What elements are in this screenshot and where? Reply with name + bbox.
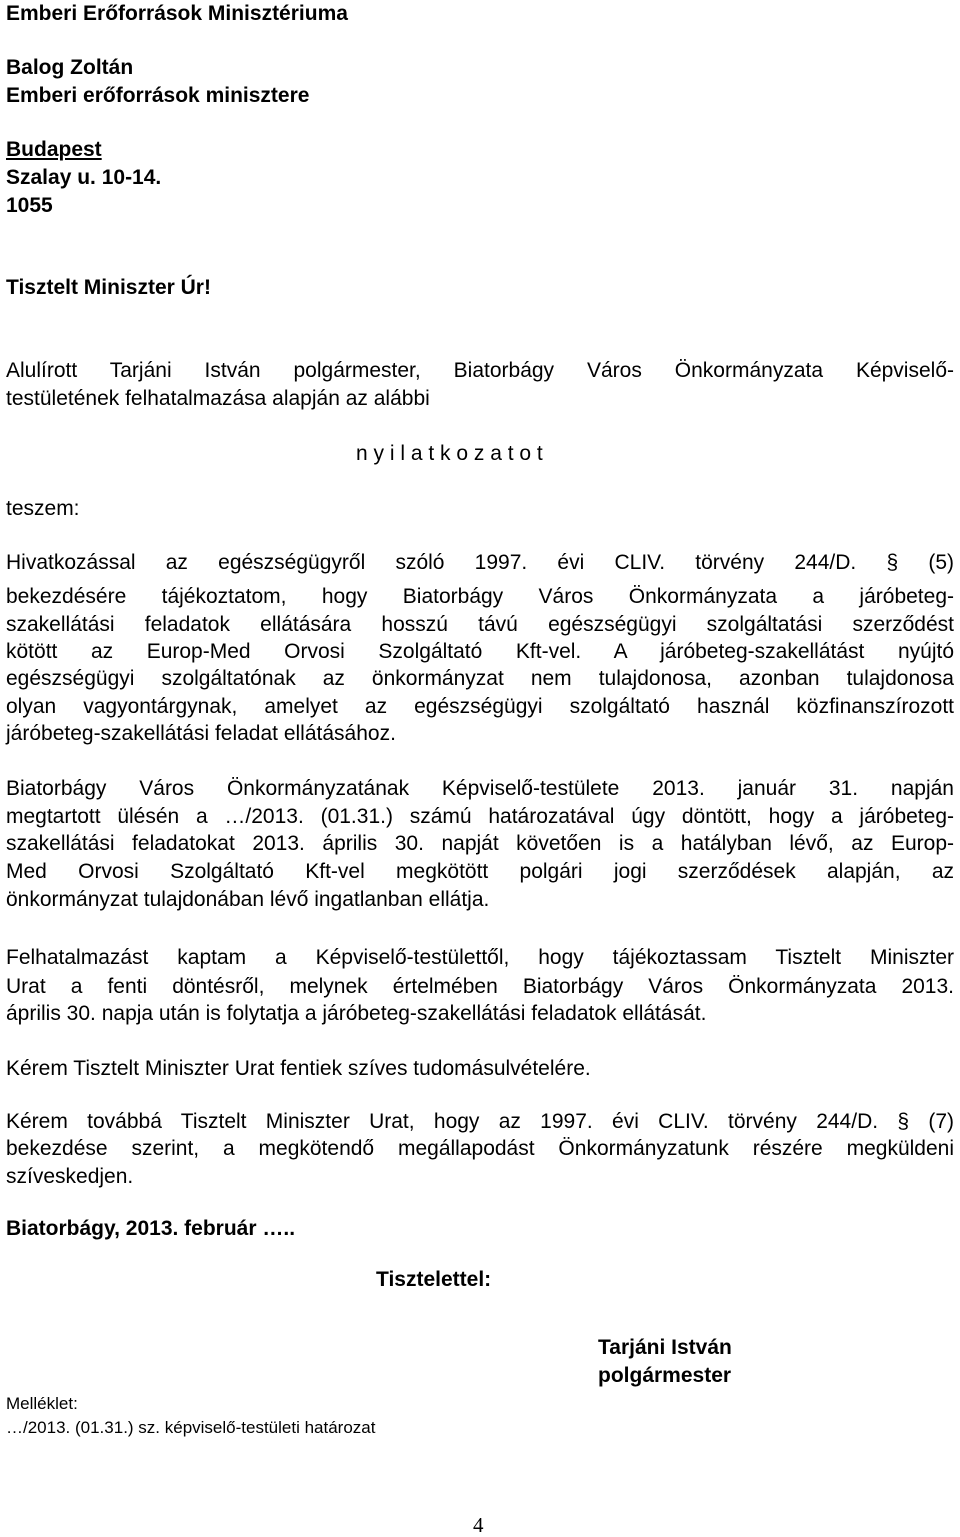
paragraph-line: bekezdésére tájékoztatom, hogy Biatorbágy Város Önkormányzata a járóbeteg- [6, 585, 954, 608]
signature-title: polgármester [598, 1364, 732, 1387]
place-date: Biatorbágy, 2013. február ….. [6, 1217, 296, 1240]
paragraph-line: kötött az Europ-Med Orvosi Szolgáltató Kft-vel. A járóbeteg-szakellátást nyújtó [6, 640, 954, 663]
closing: Tisztelettel: [376, 1268, 492, 1291]
paragraph-line: Felhatalmazást kaptam a Képviselő-testülettől, hogy tájékoztassam Tisztelt Miniszter [6, 946, 954, 969]
signature-name: Tarjáni István [598, 1336, 732, 1359]
attachment-item: …/2013. (01.31.) sz. képviselő-testületi határozat [6, 1418, 376, 1437]
paragraph-line: szakellátási feladatok ellátására hosszú távú egészségügyi szolgáltatási szerződést [6, 613, 954, 636]
paragraph-line: bekezdése szerint, a megkötendő megállapodást Önkormányzatunk részére megküldeni [6, 1137, 954, 1160]
address-street: Szalay u. 10-14. [6, 166, 162, 189]
paragraph-line: április 30. napja után is folytatja a járóbeteg-szakellátási feladatok ellátását. [6, 1002, 707, 1025]
page-number: 4 [473, 1513, 484, 1537]
paragraph-line: egészségügyi szolgáltatónak az önkormányzat nem tulajdonosa, azonban tulajdonosa [6, 667, 954, 690]
paragraph-line: olyan vagyontárgynak, amelyet az egészségügyi szolgáltató használ közfinanszírozott [6, 695, 954, 718]
paragraph-line: szakellátási feladatokat 2013. április 30. napját követően is a hatályban lévő, az Europ- [6, 832, 954, 855]
paragraph-line: megtartott ülésén a …/2013. (01.31.) számú határozatával úgy döntött, hogy a járóbeteg- [6, 805, 954, 828]
paragraph-line: Kérem továbbá Tisztelt Miniszter Urat, hogy az 1997. évi CLIV. törvény 244/D. § (7) [6, 1110, 954, 1133]
paragraph-line: önkormányzat tulajdonában lévő ingatlanban ellátja. [6, 888, 490, 911]
address-city: Budapest [6, 138, 102, 161]
recipient-title: Emberi erőforrások minisztere [6, 84, 310, 107]
salutation: Tisztelt Miniszter Úr! [6, 276, 211, 299]
ministry-name: Emberi Erőforrások Minisztériuma [6, 2, 348, 25]
address-postcode: 1055 [6, 194, 53, 217]
paragraph-line: Kérem Tisztelt Miniszter Urat fentiek szíves tudomásulvételére. [6, 1057, 591, 1080]
paragraph-line: Biatorbágy Város Önkormányzatának Képviselő-testülete 2013. január 31. napján [6, 777, 954, 800]
paragraph-line: szíveskedjen. [6, 1165, 134, 1188]
paragraph-line: járóbeteg-szakellátási feladat ellátásához. [6, 722, 396, 745]
paragraph-line: Hivatkozással az egészségügyről szóló 1997. évi CLIV. törvény 244/D. § (5) [6, 551, 954, 574]
intro-line: Alulírott Tarjáni István polgármester, Biatorbágy Város Önkormányzata Képviselő- [6, 359, 954, 382]
recipient-name: Balog Zoltán [6, 56, 134, 79]
teszem-label: teszem: [6, 497, 80, 520]
declaration-word: n y i l a t k o z a t o t [356, 442, 543, 465]
intro-line: testületének felhatalmazása alapján az alábbi [6, 387, 430, 410]
attachment-label: Melléklet: [6, 1394, 78, 1413]
paragraph-line: Urat a fenti döntésről, melynek értelmében Biatorbágy Város Önkormányzata 2013. [6, 975, 954, 998]
paragraph-line: Med Orvosi Szolgáltató Kft-vel megkötött polgári jogi szerződések alapján, az [6, 860, 954, 883]
